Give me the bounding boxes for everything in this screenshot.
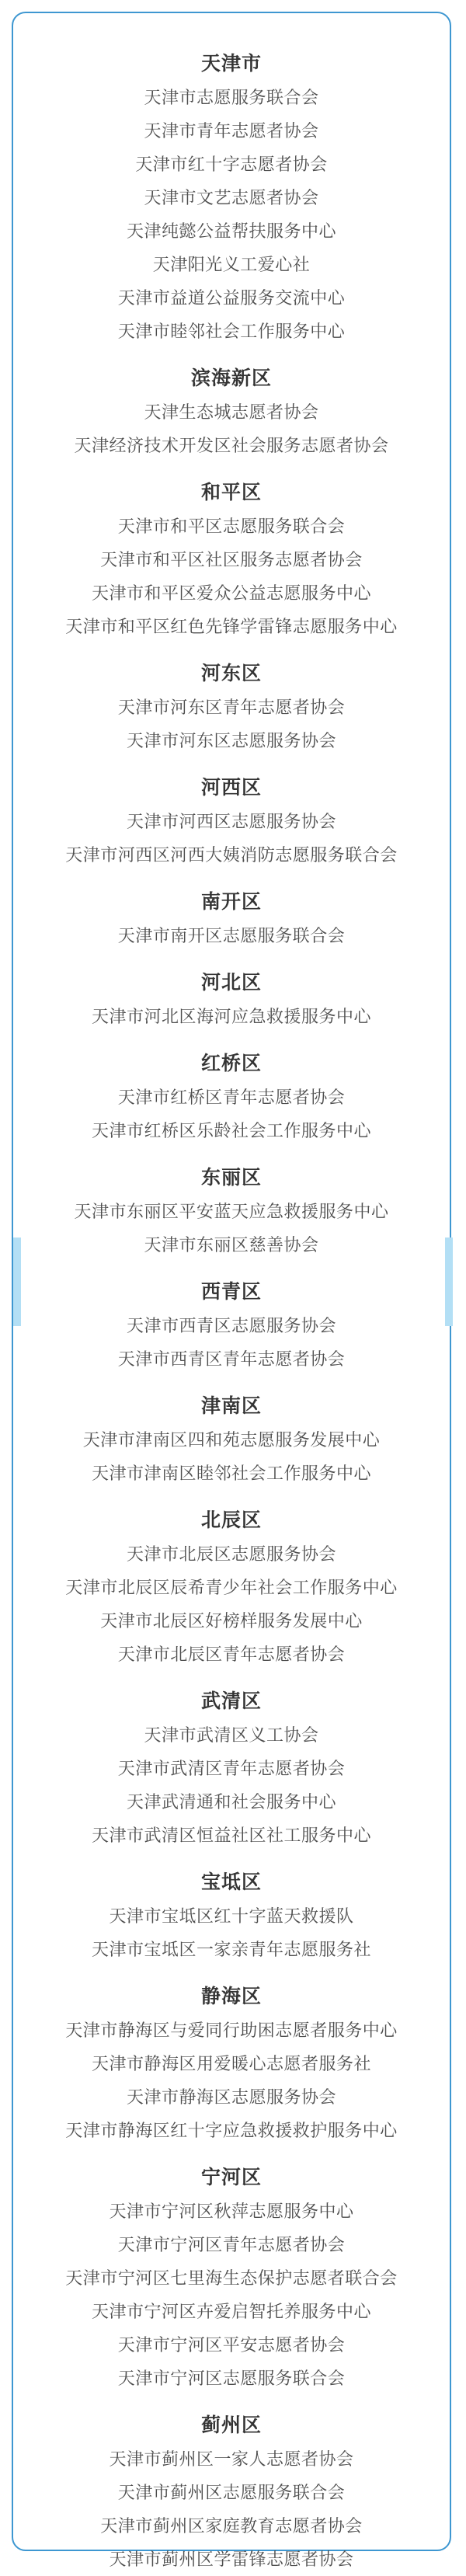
district-heading: 河西区 — [200, 777, 262, 799]
district-section — [13, 2408, 450, 2576]
organization-name: 天津市蓟州区学雷锋志愿者协会 — [109, 2550, 354, 2569]
organization-name: 天津市津南区睦邻社会工作服务中心 — [91, 1464, 371, 1483]
organization-name: 天津市志愿服务联合会 — [144, 88, 319, 107]
district-heading: 和平区 — [200, 482, 262, 503]
district-heading: 静海区 — [200, 1986, 262, 2007]
organization-name: 天津市红桥区乐龄社会工作服务中心 — [91, 1121, 371, 1140]
district-section — [13, 1865, 450, 1966]
organization-name: 天津市河东区志愿服务协会 — [126, 731, 336, 750]
organization-name: 天津市河东区青年志愿者协会 — [117, 698, 346, 717]
organization-name: 天津市蓟州区一家人志愿者协会 — [109, 2449, 354, 2469]
district-section — [13, 1046, 450, 1147]
district-section — [13, 1503, 450, 1671]
organization-name: 天津市静海区与爱同行助困志愿者服务中心 — [65, 2021, 398, 2040]
district-heading: 红桥区 — [200, 1053, 262, 1074]
district-section — [13, 771, 450, 872]
organization-name: 天津市睦邻社会工作服务中心 — [117, 322, 346, 341]
district-section — [13, 1161, 450, 1262]
organization-name: 天津市北辰区青年志愿者协会 — [117, 1645, 346, 1664]
organization-name: 天津市蓟州区家庭教育志愿者协会 — [100, 2516, 363, 2536]
organization-name: 天津市津南区四和苑志愿服务发展中心 — [82, 1430, 381, 1450]
organization-name: 天津市北辰区志愿服务协会 — [126, 1544, 336, 1564]
organization-name: 天津市东丽区慈善协会 — [144, 1235, 319, 1255]
organization-name: 天津市武清区恒益社区社工服务中心 — [91, 1826, 371, 1845]
organization-name: 天津市南开区志愿服务联合会 — [117, 926, 346, 945]
district-heading: 津南区 — [200, 1395, 262, 1417]
organization-name: 天津市河西区志愿服务协会 — [126, 812, 336, 831]
organization-name: 天津市益道公益服务交流中心 — [117, 288, 346, 308]
organization-name: 天津经济技术开发区社会服务志愿者协会 — [74, 436, 389, 455]
organization-name: 天津市和平区社区服务志愿者协会 — [100, 550, 363, 569]
organization-name: 天津市红桥区青年志愿者协会 — [117, 1088, 346, 1107]
organization-name: 天津市静海区志愿服务协会 — [126, 2087, 336, 2107]
organization-list-card — [12, 12, 451, 2569]
organization-name: 天津市河北区海河应急救援服务中心 — [91, 1007, 371, 1026]
district-section — [13, 47, 450, 348]
organization-name: 天津纯懿公益帮扶服务中心 — [126, 221, 336, 241]
district-section — [13, 656, 450, 757]
district-heading: 武清区 — [200, 1690, 262, 1712]
organization-name: 天津市宁河区卉爱启智托养服务中心 — [91, 2302, 371, 2321]
district-section — [13, 361, 450, 462]
sections-container — [13, 47, 450, 2576]
organization-name: 天津阳光义工爱心社 — [152, 255, 311, 274]
organization-name: 天津市和平区爱众公益志愿服务中心 — [91, 583, 371, 603]
organization-name: 天津市蓟州区志愿服务联合会 — [117, 2483, 346, 2502]
organization-name: 天津市东丽区平安蓝天应急救援服务中心 — [74, 1202, 389, 1221]
organization-name: 天津武清通和社会服务中心 — [126, 1792, 336, 1812]
district-section — [13, 2160, 450, 2395]
organization-name: 天津市宁河区七里海生态保护志愿者联合会 — [65, 2268, 398, 2288]
district-section — [13, 1389, 450, 1490]
organization-name: 天津市西青区志愿服务协会 — [126, 1316, 336, 1335]
organization-name: 天津市静海区红十字应急救援救护服务中心 — [65, 2121, 398, 2140]
district-heading: 南开区 — [200, 891, 262, 913]
organization-name: 天津市宁河区志愿服务联合会 — [117, 2369, 346, 2388]
organization-name: 天津市宁河区青年志愿者协会 — [117, 2235, 346, 2254]
district-heading: 宝坻区 — [200, 1871, 262, 1893]
district-heading: 滨海新区 — [190, 367, 272, 389]
district-section — [13, 475, 450, 643]
organization-name: 天津生态城志愿者协会 — [144, 402, 319, 422]
organization-name: 天津市北辰区好榜样服务发展中心 — [100, 1611, 363, 1631]
organization-name: 天津市静海区用爱暖心志愿者服务社 — [91, 2054, 371, 2073]
district-heading: 河东区 — [200, 663, 262, 684]
district-heading: 河北区 — [200, 972, 262, 994]
district-section — [13, 1979, 450, 2147]
seam-decoration-right — [445, 1238, 453, 1326]
district-section — [13, 966, 450, 1033]
district-heading: 天津市 — [200, 53, 262, 75]
organization-name: 天津市武清区义工协会 — [144, 1725, 319, 1745]
district-heading: 北辰区 — [200, 1509, 262, 1531]
organization-name: 天津市武清区青年志愿者协会 — [117, 1759, 346, 1778]
district-section — [13, 1275, 450, 1376]
organization-name: 天津市和平区红色先锋学雷锋志愿服务中心 — [65, 617, 398, 636]
district-heading: 宁河区 — [200, 2167, 262, 2188]
organization-name: 天津市北辰区辰希青少年社会工作服务中心 — [65, 1578, 398, 1597]
organization-name: 天津市宁河区平安志愿者协会 — [117, 2335, 346, 2355]
organization-name: 天津市河西区河西大姨消防志愿服务联合会 — [65, 845, 398, 865]
district-heading: 蓟州区 — [200, 2414, 262, 2436]
organization-name: 天津市青年志愿者协会 — [144, 121, 319, 141]
organization-name: 天津市红十字志愿者协会 — [135, 155, 328, 174]
district-heading: 东丽区 — [200, 1167, 262, 1189]
seam-decoration-left — [13, 1238, 21, 1326]
organization-name: 天津市和平区志愿服务联合会 — [117, 517, 346, 536]
organization-name: 天津市宝坻区红十字蓝天救援队 — [109, 1906, 354, 1926]
district-heading: 西青区 — [200, 1281, 262, 1303]
organization-name: 天津市文艺志愿者协会 — [144, 188, 319, 207]
organization-name: 天津市宝坻区一家亲青年志愿服务社 — [91, 1940, 371, 1959]
district-section — [13, 1684, 450, 1852]
organization-name: 天津市西青区青年志愿者协会 — [117, 1349, 346, 1369]
district-section — [13, 885, 450, 952]
organization-name: 天津市宁河区秋萍志愿服务中心 — [109, 2202, 354, 2221]
